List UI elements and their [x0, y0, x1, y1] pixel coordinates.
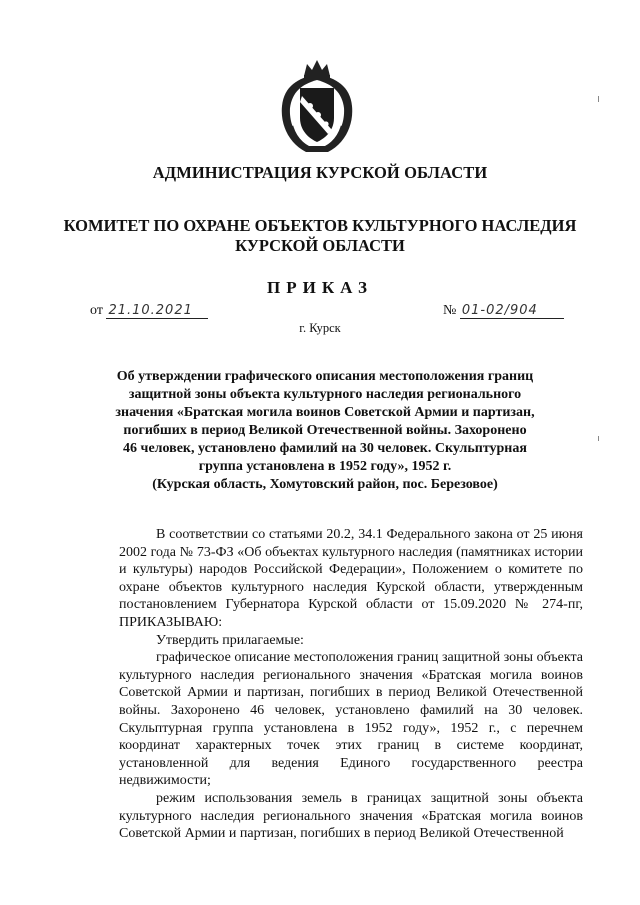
subject-line: 46 человек, установлено фамилий на 30 человек. Скульптурная [123, 441, 527, 456]
administration-title: АДМИНИСТРАЦИЯ КУРСКОЙ ОБЛАСТИ [152, 163, 488, 182]
document-type: ПРИКАЗ [267, 278, 373, 297]
date-handwritten: 21.10.2021 [106, 304, 208, 319]
scan-mark [598, 436, 599, 441]
subject-line: значения «Братская могила воинов Советской Армии и партизан, [115, 405, 535, 420]
committee-title [0, 216, 640, 256]
order-date [90, 303, 208, 319]
city-label: г. Курск [299, 321, 341, 335]
subject-line: (Курская область, Хомутовский район, пос. Березовое) [152, 477, 498, 492]
subject-line: Об утверждении графического описания местоположения границ [116, 369, 534, 384]
subject-line: группа установлена в 1952 году», 1952 г. [198, 459, 452, 474]
number-handwritten: 01-02/904 [460, 304, 564, 319]
subject-line: защитной зоны объекта культурного наследия регионального [128, 387, 522, 402]
order-subject [80, 368, 570, 494]
number-prefix: № [443, 303, 457, 318]
order-body [119, 526, 583, 843]
kursk-coat-of-arms-icon [276, 56, 358, 156]
committee-title-line1: КОМИТЕТ ПО ОХРАНЕ ОБЪЕКТОВ КУЛЬТУРНОГО НАСЛЕДИЯ [63, 216, 577, 235]
date-prefix: от [90, 303, 103, 318]
body-paragraph: режим использования земель в границах защитной зоны объекта культурного наследия регионального значения «Братская могила воинов Советской Армии и партизан, погибших в период Великой Отечественной [119, 790, 583, 842]
body-paragraph: В соответствии со статьями 20.2, 34.1 Федерального закона от 25 июня 2002 года № 73-ФЗ «Об объектах культурного наследия (памятниках истории и культуры) народов Российской Федерации», Положением о комитете по охране объектов культурного наследия Курской области, утвержденным постановлением Губернатора Курской области от 15.09.2020 № 274-пг, ПРИКАЗЫВАЮ: [119, 527, 583, 630]
body-paragraph: графическое описание местоположения границ защитной зоны объекта культурного наследия регионального значения «Братская могила воинов Советской Армии и партизан, погибших в период Великой Отечественной войны. Захоронено 46 человек, установлено фамилий на 30 человек. Скульптурная группа установлена в 1952 году», 1952 г., с перечнем координат характерных точек этих границ в системе координат, установленной для ведения Единого государственного реестра недвижимости; [119, 650, 583, 789]
subject-line: погибших в период Великой Отечественной войны. Захоронено [123, 423, 527, 438]
order-number [443, 303, 564, 319]
body-paragraph: Утвердить прилагаемые: [156, 632, 304, 648]
committee-title-line2: КУРСКОЙ ОБЛАСТИ [235, 236, 405, 255]
scan-mark [598, 96, 599, 102]
